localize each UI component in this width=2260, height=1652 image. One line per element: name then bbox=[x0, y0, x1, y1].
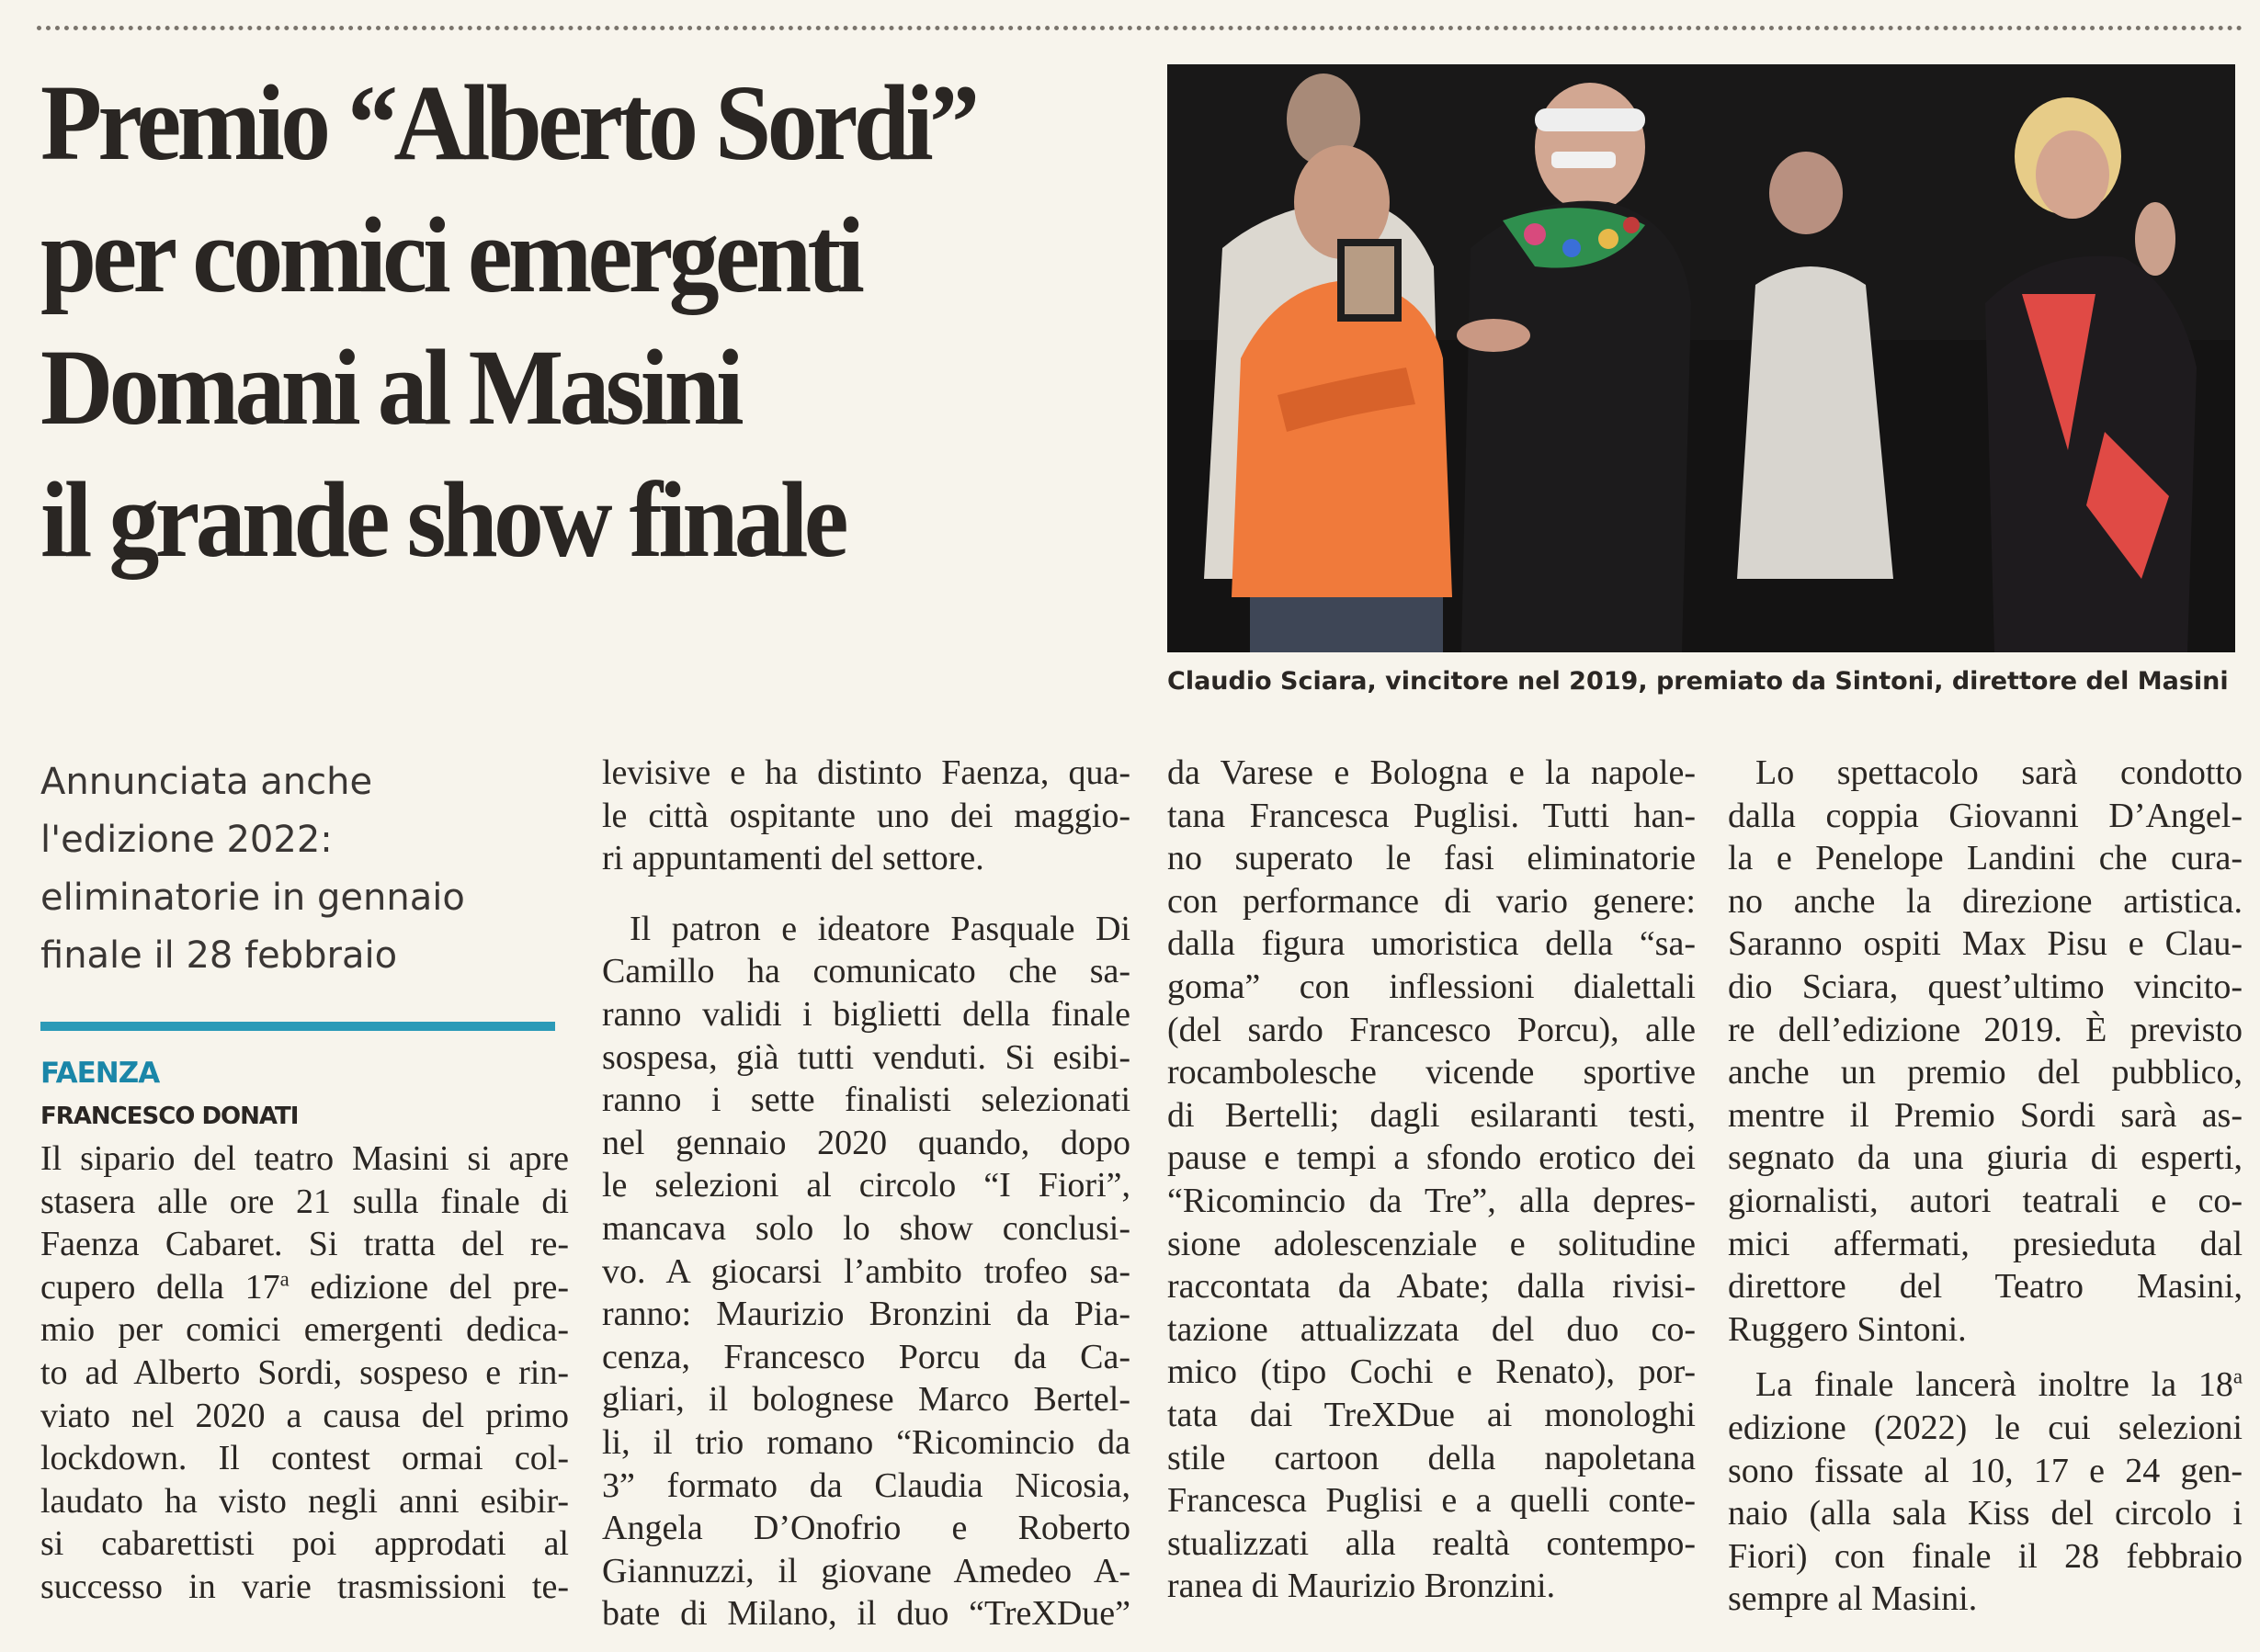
standfirst bbox=[40, 753, 555, 985]
text-line: con performance di vario genere: bbox=[1167, 881, 1696, 921]
article-column-4 bbox=[1728, 752, 2243, 1621]
text-line: Saranno ospiti Max Pisu e Clau- bbox=[1728, 924, 2243, 964]
dateline-location: FAENZA bbox=[40, 1057, 160, 1090]
headline-line: il grande show finale bbox=[40, 459, 845, 580]
text-line: vo. A giocarsi l’ambito trofeo sa- bbox=[602, 1251, 1130, 1291]
text-line: sono fissate al 10, 17 e 24 gen- bbox=[1728, 1451, 2243, 1490]
text-line: (del sardo Francesco Porcu), alle bbox=[1167, 1010, 1696, 1049]
article-column-1 bbox=[40, 1137, 569, 1609]
text-line: segnato da una giuria di esperti, bbox=[1728, 1138, 2243, 1178]
text-line: le città ospitante uno dei maggio- bbox=[602, 796, 1130, 835]
text-line: Il sipario del teatro Masini si apre bbox=[40, 1139, 569, 1178]
text-line: mentre il Premio Sordi sarà as- bbox=[1728, 1095, 2243, 1135]
headline-line: Domani al Masini bbox=[40, 327, 740, 447]
standfirst-line: l'edizione 2022: bbox=[40, 819, 333, 861]
text-line: re dell’edizione 2019. È previsto bbox=[1728, 1010, 2243, 1049]
text-line: Camillo ha comunicato che sa- bbox=[602, 952, 1130, 991]
text-line: Giannuzzi, il giovane Amedeo A- bbox=[602, 1551, 1130, 1590]
text-line: ranea di Maurizio Bronzini. bbox=[1167, 1567, 1556, 1606]
text-line: dio Sciara, quest’ultimo vincito- bbox=[1728, 967, 2243, 1006]
text-line: dalla figura umoristica della “sa- bbox=[1167, 924, 1696, 964]
headline-line: per comici emergenti bbox=[40, 195, 861, 315]
text-line: to ad Alberto Sordi, sospeso e rin- bbox=[40, 1352, 569, 1392]
text-line: successo in varie trasmissioni te- bbox=[40, 1567, 569, 1606]
photo-caption: Claudio Sciara, vincitore nel 2019, premiato da Sintoni, direttore del Masini bbox=[1167, 667, 2229, 696]
article-column-2 bbox=[602, 752, 1130, 1635]
text-line: gliari, il bolognese Marco Bertel- bbox=[602, 1380, 1130, 1420]
text-line: edizione (2022) le cui selezioni bbox=[1728, 1408, 2243, 1447]
text-line: sempre al Masini. bbox=[1728, 1579, 1978, 1619]
text-line: ranno: Maurizio Bronzini da Pia- bbox=[602, 1295, 1130, 1334]
text-line: Fiori) con finale il 28 febbraio bbox=[1728, 1536, 2243, 1576]
text-line: di Bertelli; dagli esilaranti testi, bbox=[1167, 1095, 1696, 1135]
text-line: no anche la direzione artistica. bbox=[1728, 881, 2243, 921]
text-line: Il patron e ideatore Pasquale Di bbox=[630, 909, 1130, 948]
text-line: sione adolescenziale e solitudine bbox=[1167, 1224, 1696, 1263]
text-line: viato nel 2020 a causa del primo bbox=[40, 1396, 569, 1435]
text-line: no superato le fasi eliminatorie bbox=[1167, 839, 1696, 878]
text-line: Angela D’Onofrio e Roberto bbox=[602, 1509, 1130, 1548]
text-line: 3” formato da Claudia Nicosia, bbox=[602, 1465, 1130, 1505]
standfirst-line: finale il 28 febbraio bbox=[40, 934, 398, 977]
headline-line: Premio “Alberto Sordi” bbox=[40, 62, 976, 183]
text-line: naio (alla sala Kiss del circolo i bbox=[1728, 1494, 2243, 1533]
text-line: Faenza Cabaret. Si tratta del re- bbox=[40, 1225, 569, 1264]
text-line: rocambolesche vicende sportive bbox=[1167, 1053, 1696, 1092]
text-line: lockdown. Il contest ormai col- bbox=[40, 1439, 569, 1478]
text-line: direttore del Teatro Masini, bbox=[1728, 1267, 2243, 1307]
text-line: raccontata da Abate; dalla rivisi- bbox=[1167, 1267, 1696, 1307]
text-line: tana Francesca Puglisi. Tutti han- bbox=[1167, 796, 1696, 835]
text-line: ri appuntamenti del settore. bbox=[602, 839, 984, 878]
text-line: la e Penelope Landini che cura- bbox=[1728, 839, 2243, 878]
text-line: Ruggero Sintoni. bbox=[1728, 1309, 1967, 1349]
text-line: cenza, Francesco Porcu da Ca- bbox=[602, 1337, 1130, 1376]
text-line: “Ricomincio da Tre”, alla depres- bbox=[1167, 1181, 1696, 1220]
text-line: giornalisti, autori teatrali e co- bbox=[1728, 1181, 2243, 1220]
text-line: levisive e ha distinto Faenza, qua- bbox=[602, 753, 1130, 792]
text-line: ranno validi i biglietti della finale bbox=[602, 994, 1130, 1034]
text-line: si cabarettisti poi approdati al bbox=[40, 1524, 569, 1564]
text-line: li, il trio romano “Ricomincio da bbox=[602, 1422, 1130, 1462]
text-line: mici affermati, presieduta dal bbox=[1728, 1224, 2243, 1263]
text-line: goma” con inflessioni dialettali bbox=[1167, 967, 1696, 1006]
text-line: anche un premio del pubblico, bbox=[1728, 1053, 2243, 1092]
text-line: Lo spettacolo sarà condotto bbox=[1755, 753, 2243, 792]
standfirst-line: eliminatorie in gennaio bbox=[40, 877, 465, 919]
text-line: nel gennaio 2020 quando, dopo bbox=[602, 1123, 1130, 1162]
text-line: mico (tipo Cochi e Renato), por- bbox=[1167, 1352, 1696, 1392]
text-line: laudato ha visto negli anni esibir- bbox=[40, 1481, 569, 1521]
section-accent-bar bbox=[40, 1022, 555, 1031]
text-line: stasera alle ore 21 sulla finale di bbox=[40, 1182, 569, 1221]
text-line: pause e tempi a sfondo erotico dei bbox=[1167, 1138, 1696, 1178]
text-line: dalla coppia Giovanni D’Angel- bbox=[1728, 796, 2243, 835]
headline bbox=[40, 57, 1066, 586]
article-photo bbox=[1167, 64, 2235, 652]
page-top-rule bbox=[37, 26, 2243, 30]
text-line: tazione attualizzata del duo co- bbox=[1167, 1309, 1696, 1349]
text-line: stualizzati alla realtà contempo- bbox=[1167, 1523, 1696, 1563]
text-line: mancava solo lo show conclusi- bbox=[602, 1208, 1130, 1248]
text-line: ranno i sette finalisti selezionati bbox=[602, 1081, 1130, 1120]
text-line: sospesa, già tutti venduti. Si esibi- bbox=[602, 1037, 1130, 1077]
text-line: cupero della 17$^a$ edizione del pre- bbox=[40, 1267, 570, 1307]
text-line: La finale lancerà inoltre la 18$^a$ bbox=[1755, 1364, 2243, 1405]
text-line: mio per comici emergenti dedica- bbox=[40, 1310, 569, 1350]
standfirst-line: Annunciata anche bbox=[40, 761, 373, 803]
text-line: da Varese e Bologna e la napole- bbox=[1167, 753, 1696, 792]
text-line: Francesca Puglisi e a quelli conte- bbox=[1167, 1481, 1696, 1521]
text-line: stile cartoon della napoletana bbox=[1167, 1438, 1696, 1477]
text-line: tata dai TreXDue ai monologhi bbox=[1167, 1395, 1696, 1434]
author-byline: FRANCESCO DONATI bbox=[40, 1103, 299, 1130]
award-ceremony-photo bbox=[1167, 64, 2235, 652]
article-column-3 bbox=[1167, 752, 1696, 1608]
text-line: bate di Milano, il duo “TreXDue” bbox=[602, 1594, 1130, 1634]
text-line: le selezioni al circolo “I Fiori”, bbox=[602, 1166, 1130, 1205]
